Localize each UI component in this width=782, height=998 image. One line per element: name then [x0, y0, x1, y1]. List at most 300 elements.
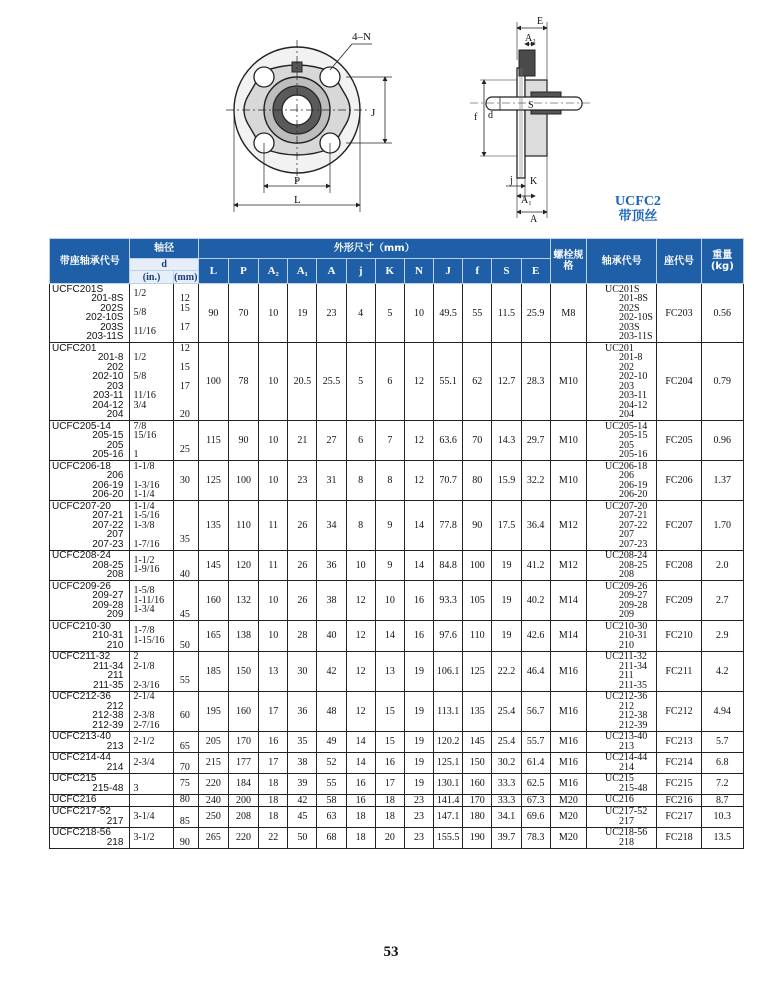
cell-dim-e: 56.7 [521, 691, 550, 731]
header-dim: A₁ [288, 259, 317, 284]
header-shaft-dia: 轴径 [130, 239, 198, 259]
cell-shaft-in: 3-1/2 [130, 827, 173, 848]
cell-shaft-mm: 60 [173, 691, 198, 731]
cell-dim-e: 32.2 [521, 461, 550, 501]
cell-dim-j: 49.5 [434, 284, 463, 343]
cell-dim-p: 220 [228, 827, 258, 848]
cell-dim-a: 48 [317, 691, 346, 731]
label-S: S [528, 100, 534, 111]
cell-dim-l: 115 [198, 421, 228, 461]
cell-dim-k: 6 [375, 343, 404, 421]
cell-dim-f: 125 [463, 651, 492, 691]
cell-dim-j: 113.1 [434, 691, 463, 731]
cell-bolt: M20 [550, 794, 586, 806]
cell-unit-code: UCFC215 215-48 [50, 773, 130, 794]
cell-shaft-mm: 45 [173, 581, 198, 621]
table-row [50, 827, 744, 848]
cell-housing: FC209 [657, 581, 701, 621]
label-A2: A₂ [525, 33, 536, 44]
cell-dim-n: 19 [404, 731, 433, 752]
cell-shaft-in: 2-1/2 [130, 731, 173, 752]
cell-dim-p: 120 [228, 550, 258, 581]
cell-dim-k: 15 [375, 731, 404, 752]
cell-dim-p: 170 [228, 731, 258, 752]
cell-bearing: UC201 201-8 202 202-10 203 203-11 204-12 204 [586, 343, 656, 421]
cell-shaft-mm: 80 [173, 794, 198, 806]
cell-dim-f: 105 [463, 581, 492, 621]
cell-dim-k: 9 [375, 550, 404, 581]
cell-weight: 1.70 [701, 501, 743, 551]
cell-bolt: M16 [550, 752, 586, 773]
cell-dim-j: 18 [346, 806, 375, 827]
cell-dim-j: 16 [346, 794, 375, 806]
cell-dim-f: 160 [463, 773, 492, 794]
cell-dim-k: 20 [375, 827, 404, 848]
cell-dim-a: 34 [317, 501, 346, 551]
cell-weight: 4.94 [701, 691, 743, 731]
cell-dim-j: 55.1 [434, 343, 463, 421]
cell-dim-j: 77.8 [434, 501, 463, 551]
cell-dim-e: 36.4 [521, 501, 550, 551]
cell-housing: FC204 [657, 343, 701, 421]
cell-dim-p: 138 [228, 621, 258, 652]
cell-housing: FC215 [657, 773, 701, 794]
cell-dim-f: 150 [463, 752, 492, 773]
cell-shaft-in: 3 [130, 773, 173, 794]
header-bearing: 轴承代号 [586, 239, 656, 284]
cell-shaft-in: 1/2 5/8 11/16 3/4 [130, 343, 173, 421]
cell-housing: FC210 [657, 621, 701, 652]
cell-shaft-mm: 30 [173, 461, 198, 501]
label-f: f [474, 112, 478, 123]
table-row [50, 794, 744, 806]
cell-unit-code: UCFC201S 201-8S 202S 202-10S 203S 203-11S [50, 284, 130, 343]
cell-dim-a1: 26 [288, 550, 317, 581]
table-row [50, 651, 744, 691]
table-row [50, 773, 744, 794]
cell-dim-p: 150 [228, 651, 258, 691]
cell-shaft-in: 1-1/8 1-3/16 1-1/4 [130, 461, 173, 501]
table-row [50, 550, 744, 581]
cell-dim-n: 10 [404, 284, 433, 343]
cell-bolt: M16 [550, 651, 586, 691]
cell-bolt: M16 [550, 691, 586, 731]
cell-dim-f: 55 [463, 284, 492, 343]
cell-unit-code: UCFC212-36 212 212-38 212-39 [50, 691, 130, 731]
header-dim: A₂ [259, 259, 288, 284]
cell-shaft-mm: 65 [173, 731, 198, 752]
cell-shaft-in: 1/2 5/8 11/16 [130, 284, 173, 343]
cell-bolt: M16 [550, 773, 586, 794]
cell-dim-f: 180 [463, 806, 492, 827]
cell-dim-a: 68 [317, 827, 346, 848]
cell-dim-p: 78 [228, 343, 258, 421]
cell-shaft-mm: 12 15 17 20 [173, 343, 198, 421]
cell-bearing: UC210-30 210-31 210 [586, 621, 656, 652]
cell-dim-a: 63 [317, 806, 346, 827]
cell-dim-p: 90 [228, 421, 258, 461]
cell-dim-a: 42 [317, 651, 346, 691]
cell-dim-j: 6 [346, 421, 375, 461]
cell-dim-a: 25.5 [317, 343, 346, 421]
cell-dim-j: 12 [346, 691, 375, 731]
cell-weight: 5.7 [701, 731, 743, 752]
header-mm: (mm) [174, 271, 198, 283]
cell-dim-e: 67.3 [521, 794, 550, 806]
cell-dim-s: 33.3 [492, 794, 521, 806]
cell-dim-n: 14 [404, 550, 433, 581]
cell-shaft-in: 2 2-1/8 2-3/16 [130, 651, 173, 691]
cell-dim-a2: 10 [259, 343, 288, 421]
cell-dim-j: 12 [346, 651, 375, 691]
cell-unit-code: UCFC217-52 217 [50, 806, 130, 827]
cell-dim-k: 15 [375, 691, 404, 731]
cell-dim-n: 23 [404, 794, 433, 806]
cell-dim-l: 145 [198, 550, 228, 581]
cell-dim-a2: 13 [259, 651, 288, 691]
cell-dim-a1: 42 [288, 794, 317, 806]
cell-dim-j: 130.1 [434, 773, 463, 794]
cell-dim-n: 23 [404, 827, 433, 848]
cell-dim-s: 19 [492, 550, 521, 581]
cell-shaft-mm: 55 [173, 651, 198, 691]
cell-dim-p: 70 [228, 284, 258, 343]
cell-dim-l: 135 [198, 501, 228, 551]
cell-bearing: UC211-32 211-34 211 211-35 [586, 651, 656, 691]
cell-housing: FC206 [657, 461, 701, 501]
cell-dim-s: 11.5 [492, 284, 521, 343]
cell-shaft-in: 1-5/8 1-11/16 1-3/4 [130, 581, 173, 621]
cell-bearing: UC205-14 205-15 205 205-16 [586, 421, 656, 461]
cell-dim-a1: 21 [288, 421, 317, 461]
cell-shaft-in: 2-3/4 [130, 752, 173, 773]
cell-housing: FC216 [657, 794, 701, 806]
cell-dim-n: 23 [404, 806, 433, 827]
cell-bearing: UC201S 201-8S 202S 202-10S 203S 203-11S [586, 284, 656, 343]
cell-dim-a1: 20.5 [288, 343, 317, 421]
cell-dim-a: 31 [317, 461, 346, 501]
cell-dim-a1: 39 [288, 773, 317, 794]
cell-dim-s: 14.3 [492, 421, 521, 461]
cell-shaft-in: 7/8 15/16 1 [130, 421, 173, 461]
cell-dim-k: 7 [375, 421, 404, 461]
cell-dim-a2: 18 [259, 773, 288, 794]
cell-shaft-in: 2-1/4 2-3/8 2-7/16 [130, 691, 173, 731]
cell-dim-e: 61.4 [521, 752, 550, 773]
cell-weight: 0.79 [701, 343, 743, 421]
cell-housing: FC207 [657, 501, 701, 551]
cell-dim-s: 30.2 [492, 752, 521, 773]
cell-dim-l: 220 [198, 773, 228, 794]
cell-dim-a2: 18 [259, 794, 288, 806]
cell-dim-s: 25.4 [492, 731, 521, 752]
cell-dim-s: 25.4 [492, 691, 521, 731]
cell-bearing: UC206-18 206 206-19 206-20 [586, 461, 656, 501]
cell-dim-a2: 22 [259, 827, 288, 848]
table-row [50, 284, 744, 343]
cell-bolt: M8 [550, 284, 586, 343]
cell-dim-l: 165 [198, 621, 228, 652]
header-bolt: 螺栓规格 [550, 239, 586, 284]
cell-dim-p: 177 [228, 752, 258, 773]
label-P: P [294, 175, 301, 187]
cell-weight: 10.3 [701, 806, 743, 827]
cell-dim-l: 125 [198, 461, 228, 501]
cell-dim-s: 39.7 [492, 827, 521, 848]
cell-shaft-in [130, 794, 173, 806]
model-label: UCFC2 [615, 194, 661, 209]
table-row [50, 501, 744, 551]
cell-dim-a1: 28 [288, 621, 317, 652]
cell-shaft-mm: 35 [173, 501, 198, 551]
header-dim: N [404, 259, 433, 284]
cell-bolt: M20 [550, 827, 586, 848]
cell-housing: FC211 [657, 651, 701, 691]
cell-housing: FC212 [657, 691, 701, 731]
cell-dim-l: 250 [198, 806, 228, 827]
cell-dim-l: 240 [198, 794, 228, 806]
cell-dim-p: 100 [228, 461, 258, 501]
cell-dim-j: 125.1 [434, 752, 463, 773]
cell-bolt: M10 [550, 343, 586, 421]
header-weight: 重量(kg) [701, 239, 743, 284]
cell-bearing: UC212-36 212 212-38 212-39 [586, 691, 656, 731]
cell-dim-e: 28.3 [521, 343, 550, 421]
cell-unit-code: UCFC213-40 213 [50, 731, 130, 752]
cell-dim-a: 55 [317, 773, 346, 794]
cell-housing: FC217 [657, 806, 701, 827]
cell-dim-e: 78.3 [521, 827, 550, 848]
header-dim: E [521, 259, 550, 284]
cell-dim-k: 8 [375, 461, 404, 501]
cell-dim-a: 49 [317, 731, 346, 752]
cell-dim-f: 190 [463, 827, 492, 848]
cell-dim-f: 70 [463, 421, 492, 461]
cell-dim-j: 18 [346, 827, 375, 848]
cell-bolt: M16 [550, 731, 586, 752]
cell-dim-j: 14 [346, 731, 375, 752]
cell-dim-a1: 35 [288, 731, 317, 752]
page-number: 53 [383, 944, 399, 960]
cell-dim-p: 132 [228, 581, 258, 621]
cell-dim-n: 12 [404, 421, 433, 461]
cell-dim-e: 46.4 [521, 651, 550, 691]
cell-dim-n: 14 [404, 501, 433, 551]
cell-dim-f: 100 [463, 550, 492, 581]
label-bolts: 4–N [352, 31, 371, 43]
header-dim: L [198, 259, 228, 284]
cell-dim-n: 19 [404, 752, 433, 773]
cell-dim-l: 90 [198, 284, 228, 343]
cell-dim-l: 215 [198, 752, 228, 773]
cell-dim-j: 120.2 [434, 731, 463, 752]
cell-bolt: M10 [550, 421, 586, 461]
header-in: (in.) [130, 271, 173, 284]
cell-weight: 4.2 [701, 651, 743, 691]
cell-dim-a2: 10 [259, 421, 288, 461]
cell-shaft-mm: 50 [173, 621, 198, 652]
cell-dim-p: 208 [228, 806, 258, 827]
cell-bolt: M14 [550, 581, 586, 621]
cell-dim-j: 5 [346, 343, 375, 421]
cell-dim-a2: 10 [259, 621, 288, 652]
cell-bearing: UC207-20 207-21 207-22 207 207-23 [586, 501, 656, 551]
cell-dim-n: 19 [404, 691, 433, 731]
front-view [226, 40, 392, 212]
cell-dim-j: 14 [346, 752, 375, 773]
cell-dim-l: 185 [198, 651, 228, 691]
cell-weight: 2.7 [701, 581, 743, 621]
header-unit-code: 带座轴承代号 [50, 239, 130, 284]
cell-bearing: UC215 215-48 [586, 773, 656, 794]
cell-unit-code: UCFC207-20 207-21 207-22 207 207-23 [50, 501, 130, 551]
cell-bearing: UC209-26 209-27 209-28 209 [586, 581, 656, 621]
cell-dim-n: 19 [404, 773, 433, 794]
cell-shaft-in: 1-1/4 1-5/16 1-3/8 1-7/16 [130, 501, 173, 551]
cell-shaft-mm: 85 [173, 806, 198, 827]
cell-dim-j: 63.6 [434, 421, 463, 461]
model-label-sub: 带顶丝 [618, 209, 658, 224]
cell-dim-s: 15.9 [492, 461, 521, 501]
cell-bearing: UC218-56 218 [586, 827, 656, 848]
cell-dim-a1: 50 [288, 827, 317, 848]
cell-dim-j: 155.5 [434, 827, 463, 848]
cell-dim-l: 195 [198, 691, 228, 731]
header-dim: A [317, 259, 346, 284]
cell-dim-a: 23 [317, 284, 346, 343]
cell-bolt: M10 [550, 461, 586, 501]
cell-dim-e: 69.6 [521, 806, 550, 827]
cell-shaft-mm: 70 [173, 752, 198, 773]
cell-weight: 6.8 [701, 752, 743, 773]
cell-dim-a: 40 [317, 621, 346, 652]
cell-dim-j: 4 [346, 284, 375, 343]
cell-dim-a2: 10 [259, 461, 288, 501]
cell-dim-j: 16 [346, 773, 375, 794]
cell-unit-code: UCFC201 201-8 202 202-10 203 203-11 204-12 204 [50, 343, 130, 421]
cell-dim-f: 110 [463, 621, 492, 652]
cell-dim-s: 17.5 [492, 501, 521, 551]
cell-weight: 8.7 [701, 794, 743, 806]
cell-dim-j: 93.3 [434, 581, 463, 621]
table-row [50, 806, 744, 827]
cell-bearing: UC208-24 208-25 208 [586, 550, 656, 581]
cell-dim-s: 12.7 [492, 343, 521, 421]
cell-dim-s: 34.1 [492, 806, 521, 827]
label-A1: A₁ [521, 195, 532, 206]
table-row [50, 461, 744, 501]
cell-unit-code: UCFC210-30 210-31 210 [50, 621, 130, 652]
cell-dim-a: 27 [317, 421, 346, 461]
cell-dim-a: 58 [317, 794, 346, 806]
header-dim: f [463, 259, 492, 284]
cell-dim-a1: 36 [288, 691, 317, 731]
table-row [50, 621, 744, 652]
cell-dim-n: 16 [404, 621, 433, 652]
cell-dim-f: 145 [463, 731, 492, 752]
cell-dim-p: 160 [228, 691, 258, 731]
cell-bolt: M12 [550, 501, 586, 551]
cell-housing: FC213 [657, 731, 701, 752]
cell-unit-code: UCFC205-14 205-15 205 205-16 [50, 421, 130, 461]
cell-housing: FC218 [657, 827, 701, 848]
cell-dim-s: 19 [492, 581, 521, 621]
cell-dim-a1: 19 [288, 284, 317, 343]
table-row [50, 343, 744, 421]
cell-dim-e: 55.7 [521, 731, 550, 752]
cell-dim-a1: 26 [288, 501, 317, 551]
cell-dim-a2: 10 [259, 284, 288, 343]
cell-dim-a: 36 [317, 550, 346, 581]
cell-dim-k: 10 [375, 581, 404, 621]
cell-dim-f: 90 [463, 501, 492, 551]
cell-housing: FC208 [657, 550, 701, 581]
label-A: A [530, 214, 538, 225]
cell-dim-f: 170 [463, 794, 492, 806]
cell-dim-n: 12 [404, 343, 433, 421]
label-L: L [294, 194, 301, 206]
cell-weight: 0.96 [701, 421, 743, 461]
cell-dim-s: 33.3 [492, 773, 521, 794]
cell-shaft-in: 3-1/4 [130, 806, 173, 827]
cell-dim-n: 12 [404, 461, 433, 501]
cell-shaft-mm: 25 [173, 421, 198, 461]
cell-dim-s: 22.2 [492, 651, 521, 691]
label-K: K [530, 176, 538, 187]
cell-dim-s: 19 [492, 621, 521, 652]
cell-bearing: UC217-52 217 [586, 806, 656, 827]
cell-dim-p: 184 [228, 773, 258, 794]
cell-bolt: M14 [550, 621, 586, 652]
cell-dim-k: 18 [375, 794, 404, 806]
cell-unit-code: UCFC214-44 214 [50, 752, 130, 773]
cell-dim-j: 141.4 [434, 794, 463, 806]
cell-weight: 0.56 [701, 284, 743, 343]
cell-dim-j: 147.1 [434, 806, 463, 827]
cell-shaft-in: 1-1/2 1-9/16 [130, 550, 173, 581]
cell-bearing: UC213-40 213 [586, 731, 656, 752]
cell-unit-code: UCFC208-24 208-25 208 [50, 550, 130, 581]
cell-dim-a1: 23 [288, 461, 317, 501]
cell-dim-e: 62.5 [521, 773, 550, 794]
table-row [50, 752, 744, 773]
cell-dim-j: 84.8 [434, 550, 463, 581]
header-dim: S [492, 259, 521, 284]
cell-bearing: UC216 [586, 794, 656, 806]
header-housing: 座代号 [657, 239, 701, 284]
cell-dim-e: 29.7 [521, 421, 550, 461]
cell-dim-a: 38 [317, 581, 346, 621]
cell-dim-a1: 45 [288, 806, 317, 827]
header-dimensions: 外形尺寸（mm） [198, 239, 550, 259]
cell-dim-j: 8 [346, 501, 375, 551]
cell-dim-l: 160 [198, 581, 228, 621]
cell-dim-k: 5 [375, 284, 404, 343]
cell-shaft-mm: 12 15 17 [173, 284, 198, 343]
cell-housing: FC214 [657, 752, 701, 773]
cell-bolt: M12 [550, 550, 586, 581]
header-d: d [130, 259, 198, 271]
cell-dim-a: 52 [317, 752, 346, 773]
cell-dim-j: 106.1 [434, 651, 463, 691]
table-row [50, 581, 744, 621]
label-E: E [537, 16, 544, 27]
cell-dim-n: 19 [404, 651, 433, 691]
cell-unit-code: UCFC216 [50, 794, 130, 806]
cell-dim-j: 12 [346, 581, 375, 621]
table-row [50, 691, 744, 731]
cell-bearing: UC214-44 214 [586, 752, 656, 773]
